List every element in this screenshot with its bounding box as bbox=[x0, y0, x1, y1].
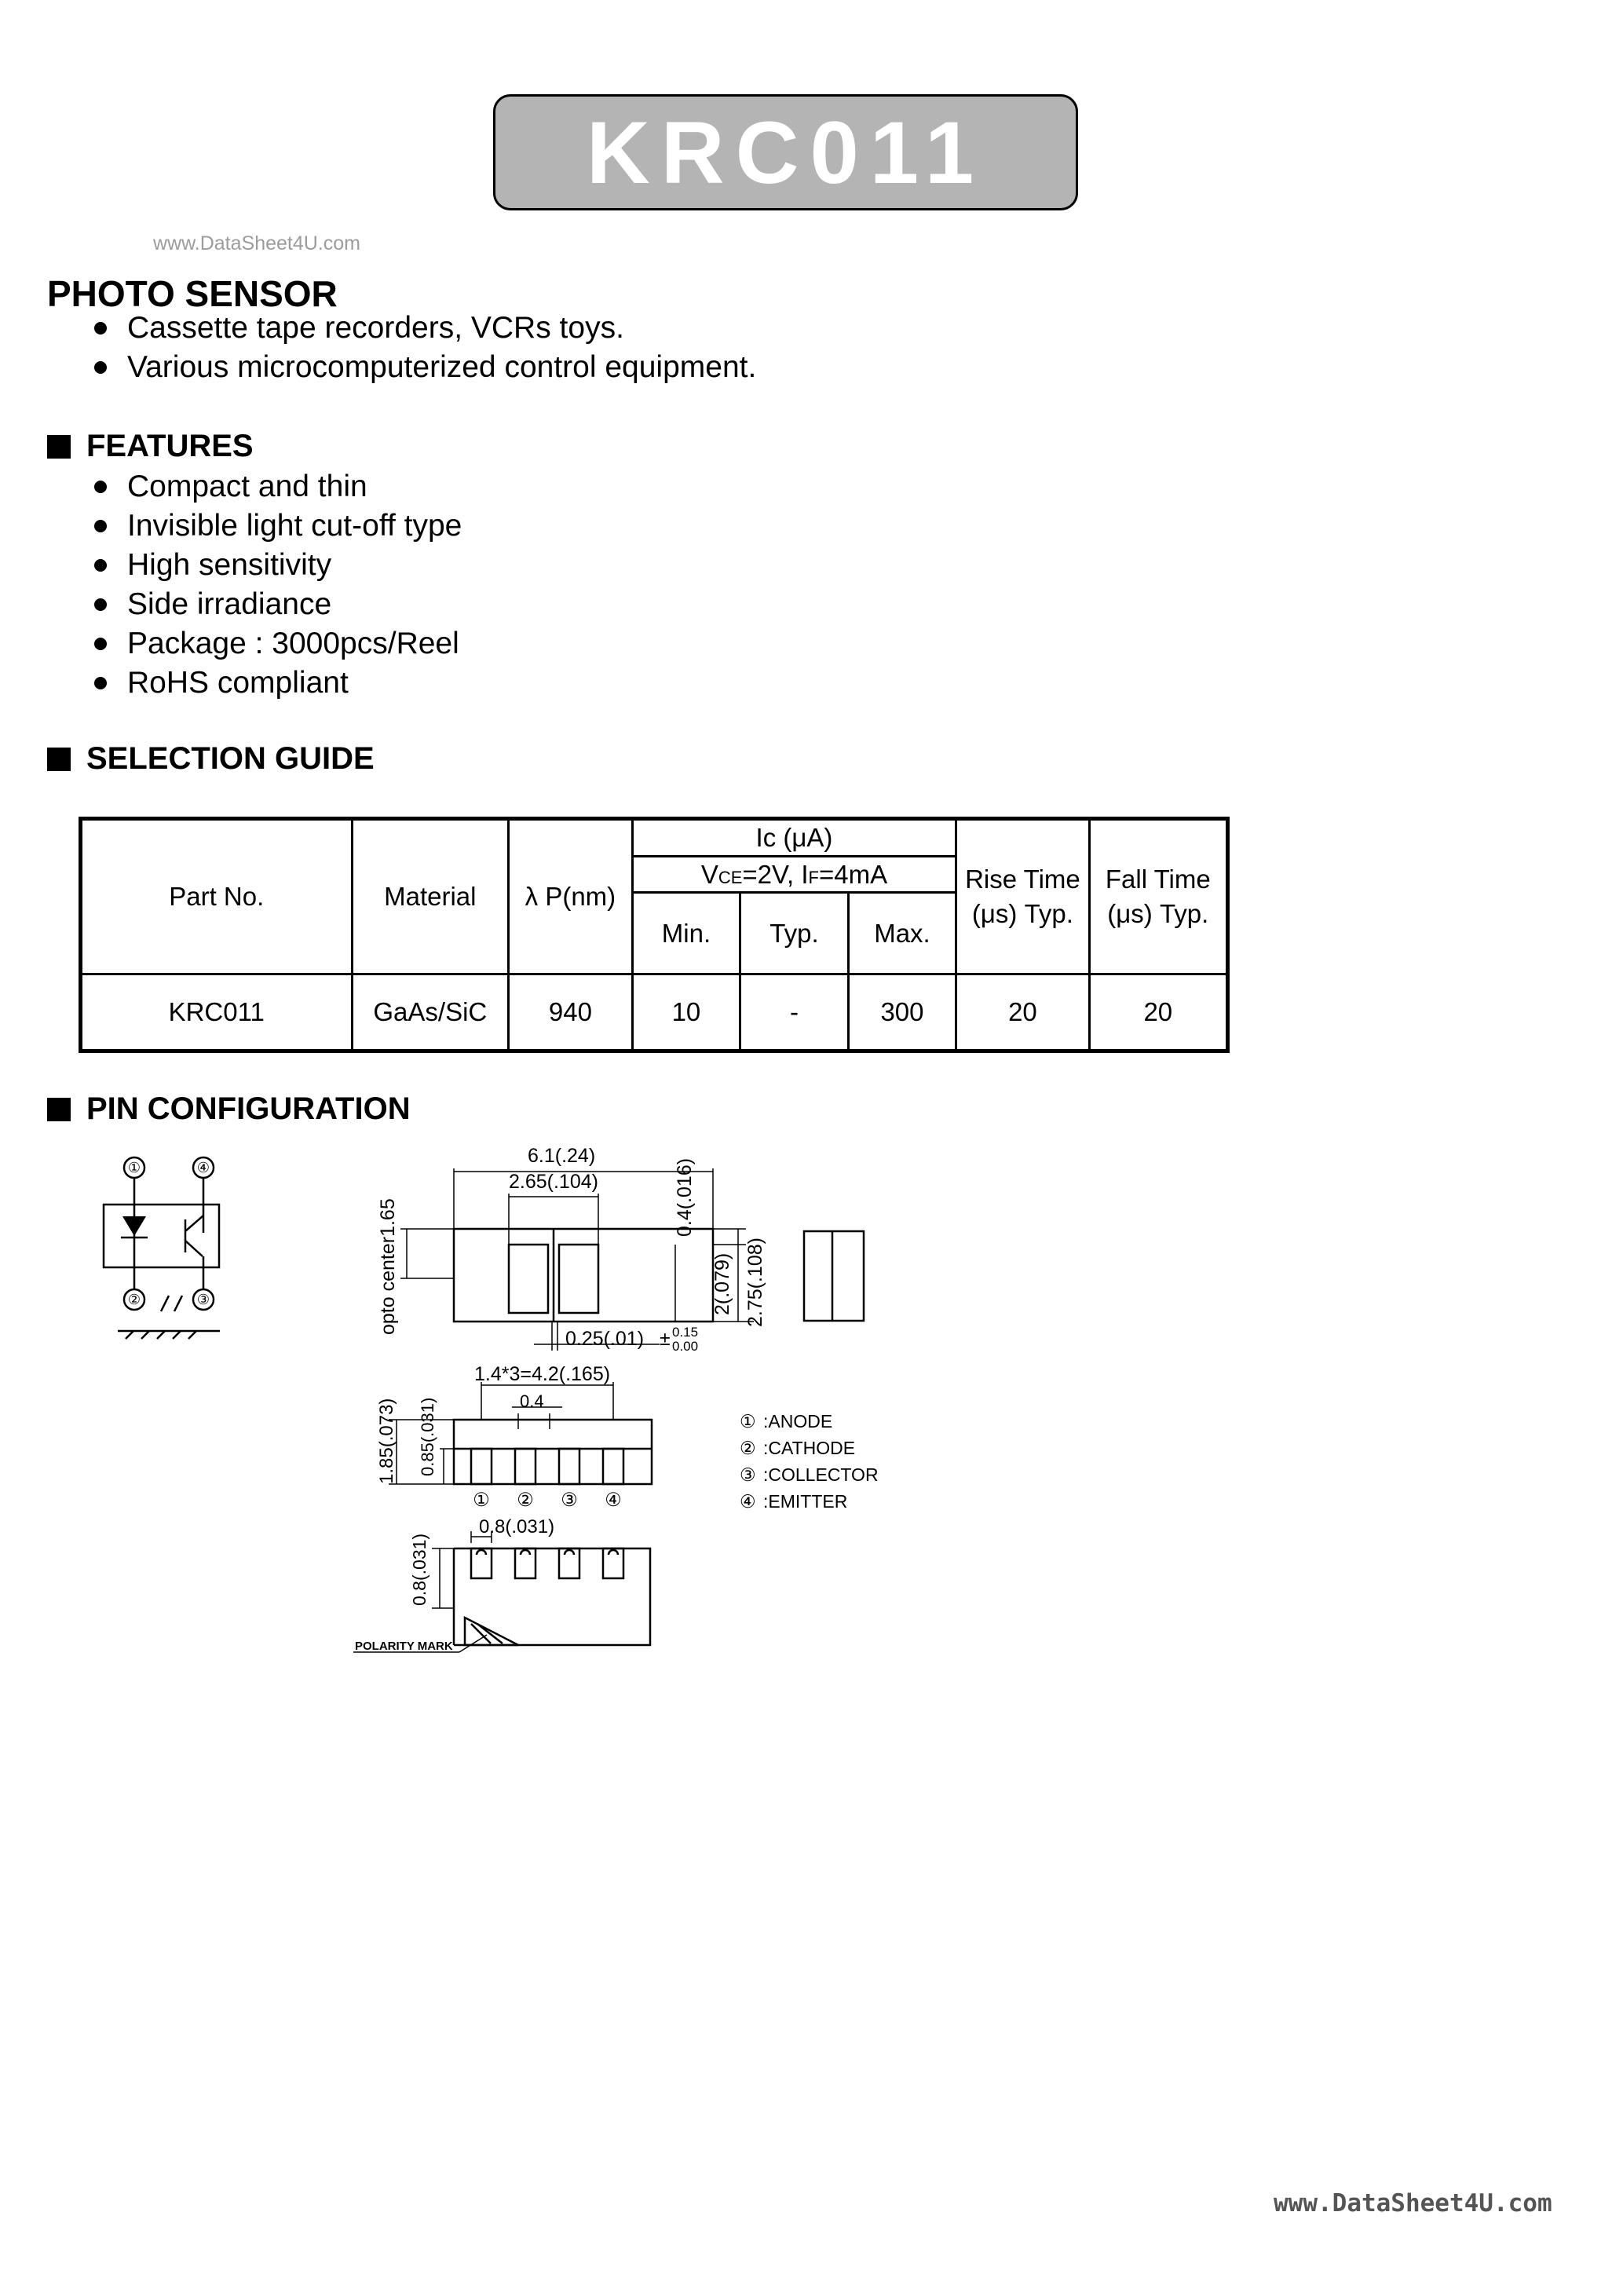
table-row: KRC011 GaAs/SiC 940 10 - 300 20 20 bbox=[81, 974, 1228, 1051]
schematic-pin-label: ② bbox=[127, 1292, 141, 1307]
page-title: KRC011 bbox=[586, 103, 985, 202]
title-banner bbox=[493, 94, 1078, 210]
header-part-no: Part No. bbox=[81, 819, 353, 974]
dim-label: 0.4(.016) bbox=[674, 1157, 696, 1237]
reel-tape-drawing bbox=[353, 1531, 650, 1652]
pad-pin-label: ① bbox=[473, 1490, 490, 1511]
list-item: RoHS compliant bbox=[47, 664, 462, 703]
polarity-mark-icon bbox=[465, 1618, 518, 1645]
bullet-icon bbox=[94, 598, 107, 611]
schematic-pin-label: ④ bbox=[196, 1160, 210, 1175]
bullet-icon bbox=[94, 322, 107, 335]
dim-label: 2(.079) bbox=[711, 1252, 733, 1315]
bullet-icon bbox=[94, 361, 107, 374]
dim-label: 1.85(.073) bbox=[376, 1398, 397, 1484]
diode-icon bbox=[122, 1216, 146, 1236]
dim-label: 0.8(.031) bbox=[479, 1516, 555, 1537]
list-item: Invisible light cut-off type bbox=[47, 506, 462, 546]
legend-pin-name: :COLLECTOR bbox=[763, 1464, 879, 1485]
top-view-drawing bbox=[400, 1168, 864, 1351]
pad-pin-label: ② bbox=[517, 1490, 534, 1511]
header-min: Min. bbox=[632, 893, 740, 974]
legend-pin-name: :ANODE bbox=[763, 1411, 833, 1431]
features-list bbox=[47, 467, 462, 703]
schematic-pin-label: ③ bbox=[196, 1292, 210, 1307]
selection-guide-heading: SELECTION GUIDE bbox=[47, 741, 375, 777]
schematic-diagram bbox=[104, 1157, 220, 1339]
header-wavelength: λ P(nm) bbox=[509, 819, 633, 974]
dim-label: 1.4*3=4.2(.165) bbox=[474, 1363, 611, 1385]
bullet-icon bbox=[94, 520, 107, 532]
dim-label: 2.65(.104) bbox=[509, 1171, 598, 1193]
bullet-icon bbox=[94, 559, 107, 572]
photo-sensor-list bbox=[47, 309, 756, 387]
list-item: Side irradiance bbox=[47, 585, 462, 624]
pin-legend bbox=[740, 1411, 879, 1512]
list-item: Package : 3000pcs/Reel bbox=[47, 624, 462, 664]
bullet-icon bbox=[94, 638, 107, 650]
legend-pin-name: :CATHODE bbox=[763, 1438, 856, 1458]
list-item: High sensitivity bbox=[47, 546, 462, 585]
header-condition: VCE=2V, IF=4mA bbox=[632, 857, 956, 893]
pad-pin-label: ③ bbox=[561, 1490, 578, 1511]
dim-label: 0.00 bbox=[672, 1339, 699, 1354]
dim-label: 2.75(.108) bbox=[744, 1238, 766, 1327]
dim-label: 0.4 bbox=[520, 1391, 544, 1411]
legend-pin-num: ② bbox=[740, 1438, 756, 1458]
square-bullet-icon bbox=[47, 435, 71, 459]
polarity-mark-label: POLARITY MARK bbox=[355, 1640, 453, 1653]
dim-label: 0.15 bbox=[672, 1325, 699, 1340]
square-bullet-icon bbox=[47, 1098, 71, 1121]
watermark-bottom: www.DataSheet4U.com bbox=[1274, 2189, 1552, 2217]
header-ic: Ic (μA) bbox=[632, 819, 956, 857]
bullet-icon bbox=[94, 677, 107, 689]
header-material: Material bbox=[352, 819, 509, 974]
bullet-icon bbox=[94, 481, 107, 493]
dim-label: opto center1.65 bbox=[377, 1198, 399, 1335]
legend-pin-num: ③ bbox=[740, 1464, 756, 1485]
dim-label: 0.85(.031) bbox=[418, 1397, 437, 1476]
legend-pin-num: ④ bbox=[740, 1491, 756, 1512]
header-typ: Typ. bbox=[740, 893, 849, 974]
schematic-pin-label: ① bbox=[127, 1160, 141, 1175]
selection-table bbox=[79, 817, 1230, 1053]
features-heading: FEATURES bbox=[47, 429, 254, 464]
pin-configuration-drawing bbox=[0, 1131, 942, 1680]
list-item: Various microcomputerized control equipment. bbox=[47, 348, 756, 387]
watermark-top: www.DataSheet4U.com bbox=[153, 232, 361, 254]
dim-label: 0.25(.01) bbox=[565, 1328, 645, 1350]
pin-configuration-heading: PIN CONFIGURATION bbox=[47, 1091, 411, 1127]
dim-label: ± bbox=[660, 1328, 671, 1350]
list-item: Cassette tape recorders, VCRs toys. bbox=[47, 309, 756, 348]
pad-pin-label: ④ bbox=[605, 1490, 622, 1511]
legend-pin-num: ① bbox=[740, 1411, 756, 1431]
square-bullet-icon bbox=[47, 748, 71, 771]
legend-pin-name: :EMITTER bbox=[763, 1491, 848, 1512]
list-item: Compact and thin bbox=[47, 467, 462, 506]
header-max: Max. bbox=[848, 893, 956, 974]
dim-label: 6.1(.24) bbox=[528, 1145, 596, 1167]
header-rise-time: Rise Time (μs) Typ. bbox=[956, 819, 1089, 974]
photo-sensor-heading: PHOTO SENSOR bbox=[47, 273, 338, 314]
header-fall-time: Fall Time (μs) Typ. bbox=[1089, 819, 1227, 974]
dim-label: 0.8(.031) bbox=[409, 1533, 430, 1606]
